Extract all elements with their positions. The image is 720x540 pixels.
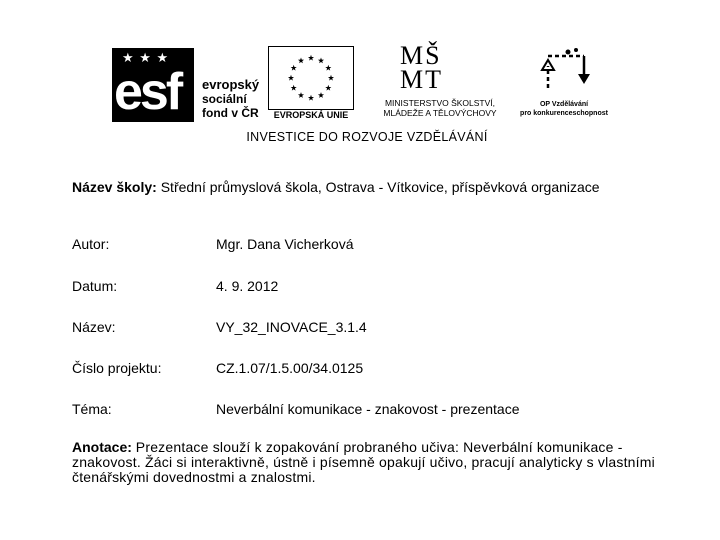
op-vk-logo xyxy=(514,48,614,124)
field-value: VY_32_INOVACE_3.1.4 xyxy=(216,319,367,335)
msmt-mark xyxy=(400,41,443,94)
msmt-logo xyxy=(364,41,516,120)
field-label: Datum: xyxy=(72,278,118,294)
eu-star-icon xyxy=(298,92,304,98)
eu-star-icon xyxy=(318,92,324,98)
field-label: Téma: xyxy=(72,401,112,417)
field-row-autor xyxy=(72,237,672,255)
eu-star-icon xyxy=(325,85,331,91)
school-line xyxy=(72,180,652,195)
esf-line-3: fond v ČR xyxy=(202,106,259,120)
eu-star-icon xyxy=(328,75,334,81)
field-row-tema xyxy=(72,402,672,420)
annotation-label: Anotace: xyxy=(72,439,132,455)
eu-star-icon xyxy=(308,95,314,101)
field-value: 4. 9. 2012 xyxy=(216,278,279,294)
school-label: Název školy: xyxy=(72,179,157,195)
field-label: Autor: xyxy=(72,236,110,252)
esf-text xyxy=(202,78,259,120)
msmt-mark-top: MŠ xyxy=(400,41,442,70)
op-vk-arrows-icon xyxy=(538,48,594,94)
field-row-datum xyxy=(72,279,672,297)
msmt-line-1: MINISTERSTVO ŠKOLSTVÍ, xyxy=(384,98,496,108)
op-line-2: pro konkurenceschopnost xyxy=(520,110,608,117)
field-row-nazev xyxy=(72,320,672,338)
eu-label: EVROPSKÁ UNIE xyxy=(273,110,349,120)
eu-star-icon xyxy=(308,55,314,61)
esf-stars-icon: ★ ★ ★ xyxy=(122,50,170,65)
field-label: Číslo projektu: xyxy=(72,360,162,376)
eu-star-icon xyxy=(325,65,331,71)
field-value: Neverbální komunikace - znakovost - prezentace xyxy=(216,401,520,417)
eu-star-icon xyxy=(318,57,324,63)
eu-star-icon xyxy=(291,65,297,71)
investice-tagline: INVESTICE DO ROZVOJE VZDĚLÁVÁNÍ xyxy=(246,130,488,144)
field-row-cislo-projektu xyxy=(72,361,672,379)
field-label: Název: xyxy=(72,319,116,335)
school-value: Střední průmyslová škola, Ostrava - Vítkovice, příspěvková organizace xyxy=(160,179,600,195)
eu-flag-icon xyxy=(268,46,354,110)
esf-letters: esf xyxy=(114,63,181,121)
op-line-1: OP Vzdělávání xyxy=(539,101,589,108)
op-vk-text xyxy=(514,100,614,118)
logo-bar xyxy=(112,41,612,154)
eu-star-icon xyxy=(291,85,297,91)
msmt-line-2: MLÁDEŽE A TĚLOVÝCHOVY xyxy=(383,108,497,118)
field-value: Mgr. Dana Vicherková xyxy=(216,236,354,252)
eu-logo xyxy=(268,46,354,122)
eu-star-icon xyxy=(288,75,294,81)
msmt-mark-bottom: MT xyxy=(400,65,443,94)
field-value: CZ.1.07/1.5.00/34.0125 xyxy=(216,360,364,376)
msmt-text xyxy=(364,98,516,118)
eu-star-icon xyxy=(298,57,304,63)
esf-line-2: sociální xyxy=(202,92,247,106)
annotation xyxy=(72,440,662,485)
esf-line-1: evropský xyxy=(202,77,260,92)
annotation-text: Prezentace slouží k zopakování probraného učiva: Neverbální komunikace - znakovost. Žáci si interaktivně, ústně i písemně opakují učivo, pracují analyticky s vlastními čtenářskými dovednostmi a znalostmi. xyxy=(72,439,655,485)
esf-logo xyxy=(112,48,272,124)
